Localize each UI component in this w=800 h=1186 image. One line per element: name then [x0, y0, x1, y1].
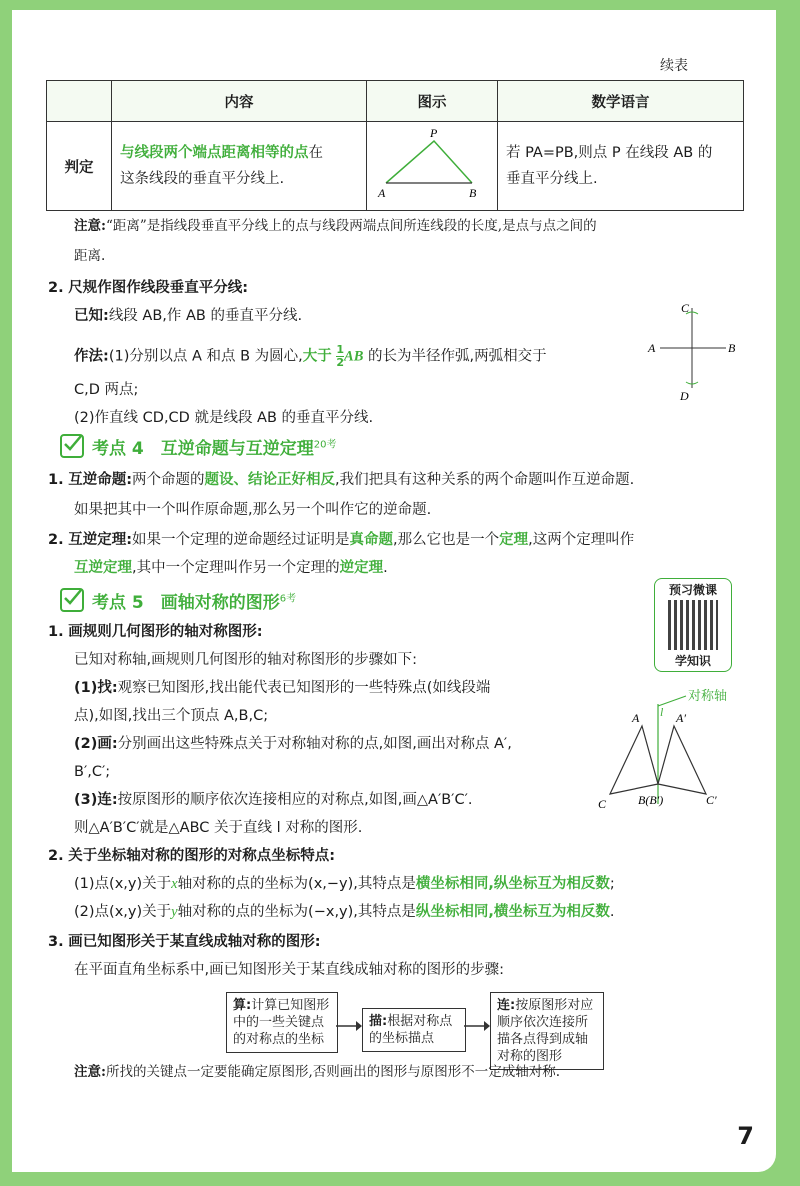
text: (1)分别以点 A 和点 B 为圆心, — [108, 348, 303, 365]
k4-item1 — [48, 470, 634, 490]
text: 所找的关键点一定要能确定原图形,否则画出的图形与原图形不一定成轴对称. — [105, 1064, 561, 1080]
s2-known — [74, 306, 302, 326]
denominator: 2 — [336, 356, 345, 369]
k4-item2 — [48, 530, 634, 550]
axis-label: 对称轴 — [688, 689, 728, 704]
highlight-text: AB — [344, 348, 364, 365]
highlight-text: 定理 — [499, 532, 529, 548]
s2-heading — [48, 278, 248, 298]
label-b: B — [469, 186, 477, 200]
label: 作法: — [74, 348, 109, 365]
note-label: 注意: — [74, 1064, 106, 1080]
label: (1)找: — [74, 680, 118, 696]
text: 垂直平分线上. — [506, 171, 598, 187]
text: 这条线段的垂直平分线上. — [120, 171, 285, 187]
label-a: A — [648, 341, 656, 355]
fraction — [336, 344, 344, 369]
highlight-text: 逆定理 — [339, 560, 384, 576]
arrow-right-icon — [336, 1020, 362, 1032]
axial-symmetry-diagram — [596, 686, 766, 816]
text: 轴对称的点的坐标为(x,−y),其特点是 — [177, 876, 416, 892]
text: ,这两个定理叫作 — [528, 532, 635, 548]
label: 连: — [497, 998, 516, 1013]
label-a: A — [632, 711, 640, 725]
label-c-prime: C′ — [706, 793, 717, 807]
k5-item3-intro: 在平面直角坐标系中,画已知图形关于某直线成轴对称的图形的步骤: — [74, 962, 504, 978]
continued-label: 续表 — [660, 58, 688, 74]
check-icon — [60, 434, 84, 458]
table-header-diagram: 图示 — [367, 81, 498, 122]
label: (3)连: — [74, 792, 118, 808]
note-2 — [74, 1062, 560, 1082]
k5-step3 — [74, 790, 473, 810]
table-header-blank — [47, 81, 112, 122]
label: 互逆命题: — [68, 472, 133, 488]
heading-text: 考点 5 画轴对称的图形 — [92, 593, 280, 613]
text: 分别画出这些特殊点关于对称轴对称的点,如图,画出对称点 A′, — [117, 736, 512, 752]
flow-step-connect — [490, 992, 604, 1070]
item-number: 2. — [48, 280, 64, 296]
qr-top-label: 预习微课 — [668, 583, 717, 597]
highlight-text: 互逆定理 — [74, 560, 132, 576]
row-label: 判定 — [47, 122, 112, 211]
heading-text: 画规则几何图形的轴对称图形: — [68, 624, 263, 640]
s2-step1-cont: C,D 两点; — [74, 382, 139, 398]
row-math-language — [498, 122, 744, 211]
qr-bottom-label: 学知识 — [674, 654, 711, 668]
section-k4-heading — [60, 434, 336, 459]
label-l: l — [660, 705, 664, 719]
k5-step3-cont: 则△A′B′C′就是△ABC 关于直线 l 对称的图形. — [74, 820, 363, 836]
label-a-prime: A′ — [676, 711, 686, 725]
text: 如果一个定理的逆命题经过证明是 — [132, 532, 350, 548]
flow-step-plot — [362, 1008, 466, 1052]
item-number: 2. — [48, 848, 64, 864]
highlight-text: 与线段两个端点距离相等的点 — [120, 145, 309, 161]
summary-table — [46, 80, 744, 211]
section-k5-heading — [60, 588, 296, 613]
check-icon — [60, 588, 84, 612]
label: (2)画: — [74, 736, 118, 752]
label: 描: — [369, 1014, 388, 1029]
k5-item1-heading — [48, 622, 263, 642]
text: 按原图形的顺序依次连接相应的对称点,如图,画△A′B′C′. — [117, 792, 473, 808]
note-1 — [74, 216, 597, 236]
frequency-badge: 20考 — [313, 439, 337, 451]
qr-code-icon — [668, 600, 718, 650]
table-row — [47, 122, 744, 211]
row-diagram — [367, 122, 498, 211]
perpendicular-bisector-diagram — [644, 296, 754, 406]
highlight-text: 题设、结论正好相反 — [204, 472, 336, 488]
text: 观察已知图形,找出能代表已知图形的一些特殊点(如线段端 — [117, 680, 491, 696]
k4-item2-cont — [74, 558, 388, 578]
heading-text: 关于坐标轴对称的图形的对称点坐标特点: — [68, 848, 336, 864]
label-d: D — [680, 389, 689, 403]
text: 根据对称点的坐标描点 — [369, 1014, 453, 1046]
text: . — [383, 560, 388, 576]
text: 在 — [308, 145, 323, 161]
k5-step1 — [74, 678, 490, 698]
table-header-math-language: 数学语言 — [498, 81, 744, 122]
heading-text: 尺规作图作线段垂直平分线: — [68, 280, 249, 296]
label-c: C — [681, 301, 690, 315]
label: 已知: — [74, 308, 109, 324]
label-a: A — [378, 186, 386, 200]
text: ,那么它也是一个 — [393, 532, 500, 548]
k5-item2-line2 — [74, 902, 615, 922]
text: 线段 AB,作 AB 的垂直平分线. — [108, 308, 303, 324]
text: (2)点(x,y)关于 — [74, 904, 172, 920]
textbook-page — [12, 10, 776, 1172]
item-number: 1. — [48, 624, 64, 640]
frequency-badge: 6考 — [279, 593, 297, 605]
text: ,其中一个定理叫作另一个定理的 — [132, 560, 340, 576]
item-number: 3. — [48, 934, 64, 950]
text: . — [609, 904, 615, 920]
label-c: C — [598, 797, 607, 811]
page-number: 7 — [737, 1122, 754, 1150]
text: ; — [609, 876, 615, 892]
table-header-content: 内容 — [112, 81, 367, 122]
k5-item3-heading — [48, 932, 321, 952]
s2-step2: (2)作直线 CD,CD 就是线段 AB 的垂直平分线. — [74, 410, 374, 426]
label-b: B(B′) — [638, 793, 664, 807]
numerator: 1 — [336, 343, 345, 356]
flow-step-compute — [226, 992, 338, 1053]
heading-text: 画已知图形关于某直线成轴对称的图形: — [68, 934, 321, 950]
highlight-text: 横坐标相同,纵坐标互为相反数 — [415, 876, 610, 892]
item-number: 2. — [48, 532, 64, 548]
highlight-text: 纵坐标相同,横坐标互为相反数 — [415, 904, 610, 920]
note-label: 注意: — [74, 218, 106, 234]
label-p: P — [430, 126, 438, 140]
k5-step2 — [74, 734, 512, 754]
text: 轴对称的点的坐标为(−x,y),其特点是 — [177, 904, 416, 920]
label: 算: — [233, 998, 252, 1013]
s2-step1 — [74, 344, 547, 369]
axis-name: y — [171, 904, 178, 920]
k4-item1-cont: 如果把其中一个叫作原命题,那么另一个叫作它的逆命题. — [74, 502, 432, 518]
k5-item2-heading — [48, 846, 335, 866]
label-b: B — [728, 341, 736, 355]
k5-step1-cont: 点),如图,找出三个顶点 A,B,C; — [74, 708, 269, 724]
k5-item2-line1 — [74, 874, 615, 894]
note-1-cont: 距离. — [74, 248, 106, 264]
text: 若 PA=PB,则点 P 在线段 AB 的 — [506, 145, 713, 161]
text: 计算已知图形中的一些关键点的对称点的坐标 — [233, 998, 330, 1047]
table-header-row — [47, 81, 744, 122]
label: 互逆定理: — [68, 532, 133, 548]
row-content — [112, 122, 367, 211]
text: “距离”是指线段垂直平分线上的点与线段两端点间所连线段的长度,是点与点之间的 — [105, 218, 597, 234]
triangle-diagram — [368, 123, 496, 209]
text: ,我们把具有这种关系的两个命题叫作互逆命题. — [335, 472, 635, 488]
highlight-text: 大于 — [302, 348, 332, 365]
text: 按原图形对应顺序依次连接所描各点得到成轴对称的图形 — [497, 998, 594, 1064]
text: 两个命题的 — [132, 472, 205, 488]
item-number: 1. — [48, 472, 64, 488]
k5-step2-cont: B′,C′; — [74, 764, 111, 780]
qr-preview-card[interactable] — [654, 578, 732, 672]
axis-name: x — [171, 876, 178, 892]
heading-text: 考点 4 互逆命题与互逆定理 — [92, 439, 314, 459]
k5-intro: 已知对称轴,画规则几何图形的轴对称图形的步骤如下: — [74, 652, 417, 668]
highlight-text: 真命题 — [349, 532, 394, 548]
text: (1)点(x,y)关于 — [74, 876, 172, 892]
text: 的长为半径作弧,两弧相交于 — [367, 348, 547, 365]
arrow-right-icon — [464, 1020, 490, 1032]
